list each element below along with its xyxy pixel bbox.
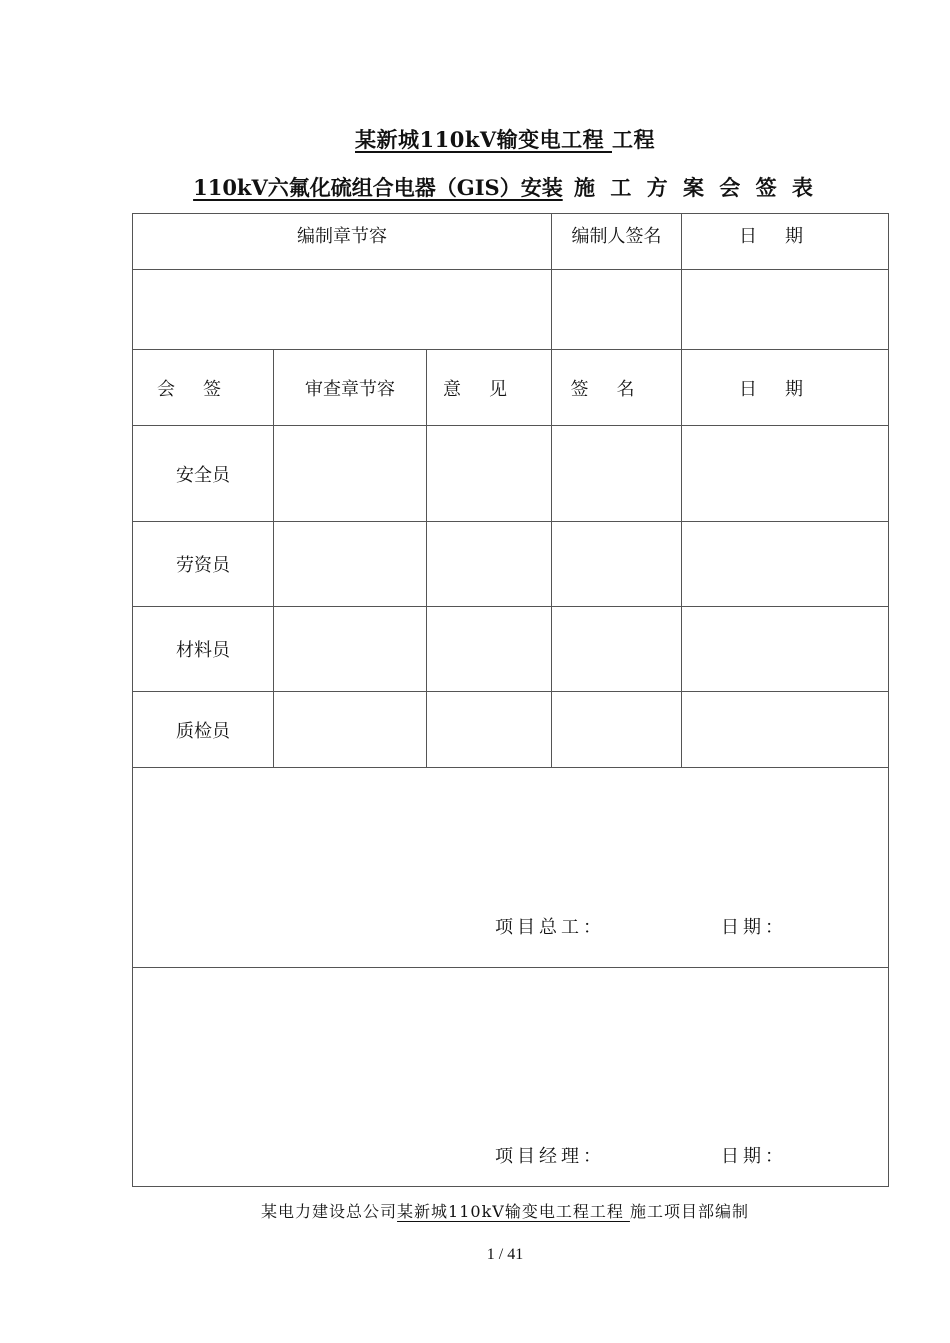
header-countersign: 会签 — [133, 350, 274, 426]
signature-cell[interactable] — [552, 426, 682, 522]
signature-cell[interactable] — [552, 522, 682, 607]
header-opinion: 意见 — [427, 350, 552, 426]
review-chapter-cell[interactable] — [274, 426, 427, 522]
header-author-signature: 编制人签名 — [552, 214, 682, 270]
header-date-2: 日期 — [682, 350, 889, 426]
footer-project: 某新城110kV输变电工程工程 — [397, 1202, 630, 1221]
project-name: 某新城110kV输变电工程 — [355, 127, 612, 152]
project-manager-cell[interactable] — [133, 968, 889, 1187]
header-chapter-content: 编制章节容 — [133, 214, 552, 270]
opinion-cell[interactable] — [427, 522, 552, 607]
header-row-countersign — [133, 350, 889, 426]
chief-engineer-row — [133, 768, 889, 968]
footer-company: 某电力建设总公司 — [261, 1202, 398, 1221]
role-label: 劳资员 — [133, 522, 274, 607]
signature-cell[interactable] — [552, 607, 682, 692]
chief-engineer-cell[interactable] — [133, 768, 889, 968]
signature-cell[interactable] — [552, 692, 682, 768]
review-chapter-cell[interactable] — [274, 522, 427, 607]
date-cell[interactable] — [682, 522, 889, 607]
review-chapter-cell[interactable] — [274, 607, 427, 692]
author-date-cell[interactable] — [682, 270, 889, 350]
project-manager-row — [133, 968, 889, 1187]
subproject-name: 110kV六氟化硫组合电器（GIS）安装 — [193, 175, 563, 200]
header-row-author — [133, 214, 889, 270]
project-manager-label: 项目经理： — [495, 1146, 605, 1167]
header-date: 日期 — [682, 214, 889, 270]
opinion-cell[interactable] — [427, 607, 552, 692]
role-label: 材料员 — [133, 607, 274, 692]
role-label: 安全员 — [133, 426, 274, 522]
author-row — [133, 270, 889, 350]
project-manager-date-label: 日期： — [721, 1146, 787, 1167]
title-suffix: 工程 — [612, 127, 655, 152]
opinion-cell[interactable] — [427, 426, 552, 522]
document-subtitle — [0, 172, 950, 202]
date-cell[interactable] — [682, 607, 889, 692]
chief-engineer-label: 项目总工： — [495, 917, 605, 938]
header-signature: 签名 — [552, 350, 682, 426]
review-chapter-cell[interactable] — [274, 692, 427, 768]
date-cell[interactable] — [682, 692, 889, 768]
role-row — [133, 426, 889, 522]
role-row — [133, 607, 889, 692]
author-signature-cell[interactable] — [552, 270, 682, 350]
role-label: 质检员 — [133, 692, 274, 768]
role-row — [133, 692, 889, 768]
chief-engineer-date-label: 日期： — [721, 917, 787, 938]
header-review-chapter: 审查章节容 — [274, 350, 427, 426]
document-title — [0, 124, 950, 154]
subtitle-suffix: 施 工 方 案 会 签 表 — [562, 175, 817, 200]
opinion-cell[interactable] — [427, 692, 552, 768]
date-cell[interactable] — [682, 426, 889, 522]
role-row — [133, 522, 889, 607]
footer-suffix: 施工项目部编制 — [629, 1202, 749, 1221]
page-indicator: 1 / 41 — [486, 1246, 524, 1263]
footer — [0, 1199, 950, 1222]
countersign-table — [132, 213, 889, 1187]
author-chapter-cell[interactable] — [133, 270, 552, 350]
